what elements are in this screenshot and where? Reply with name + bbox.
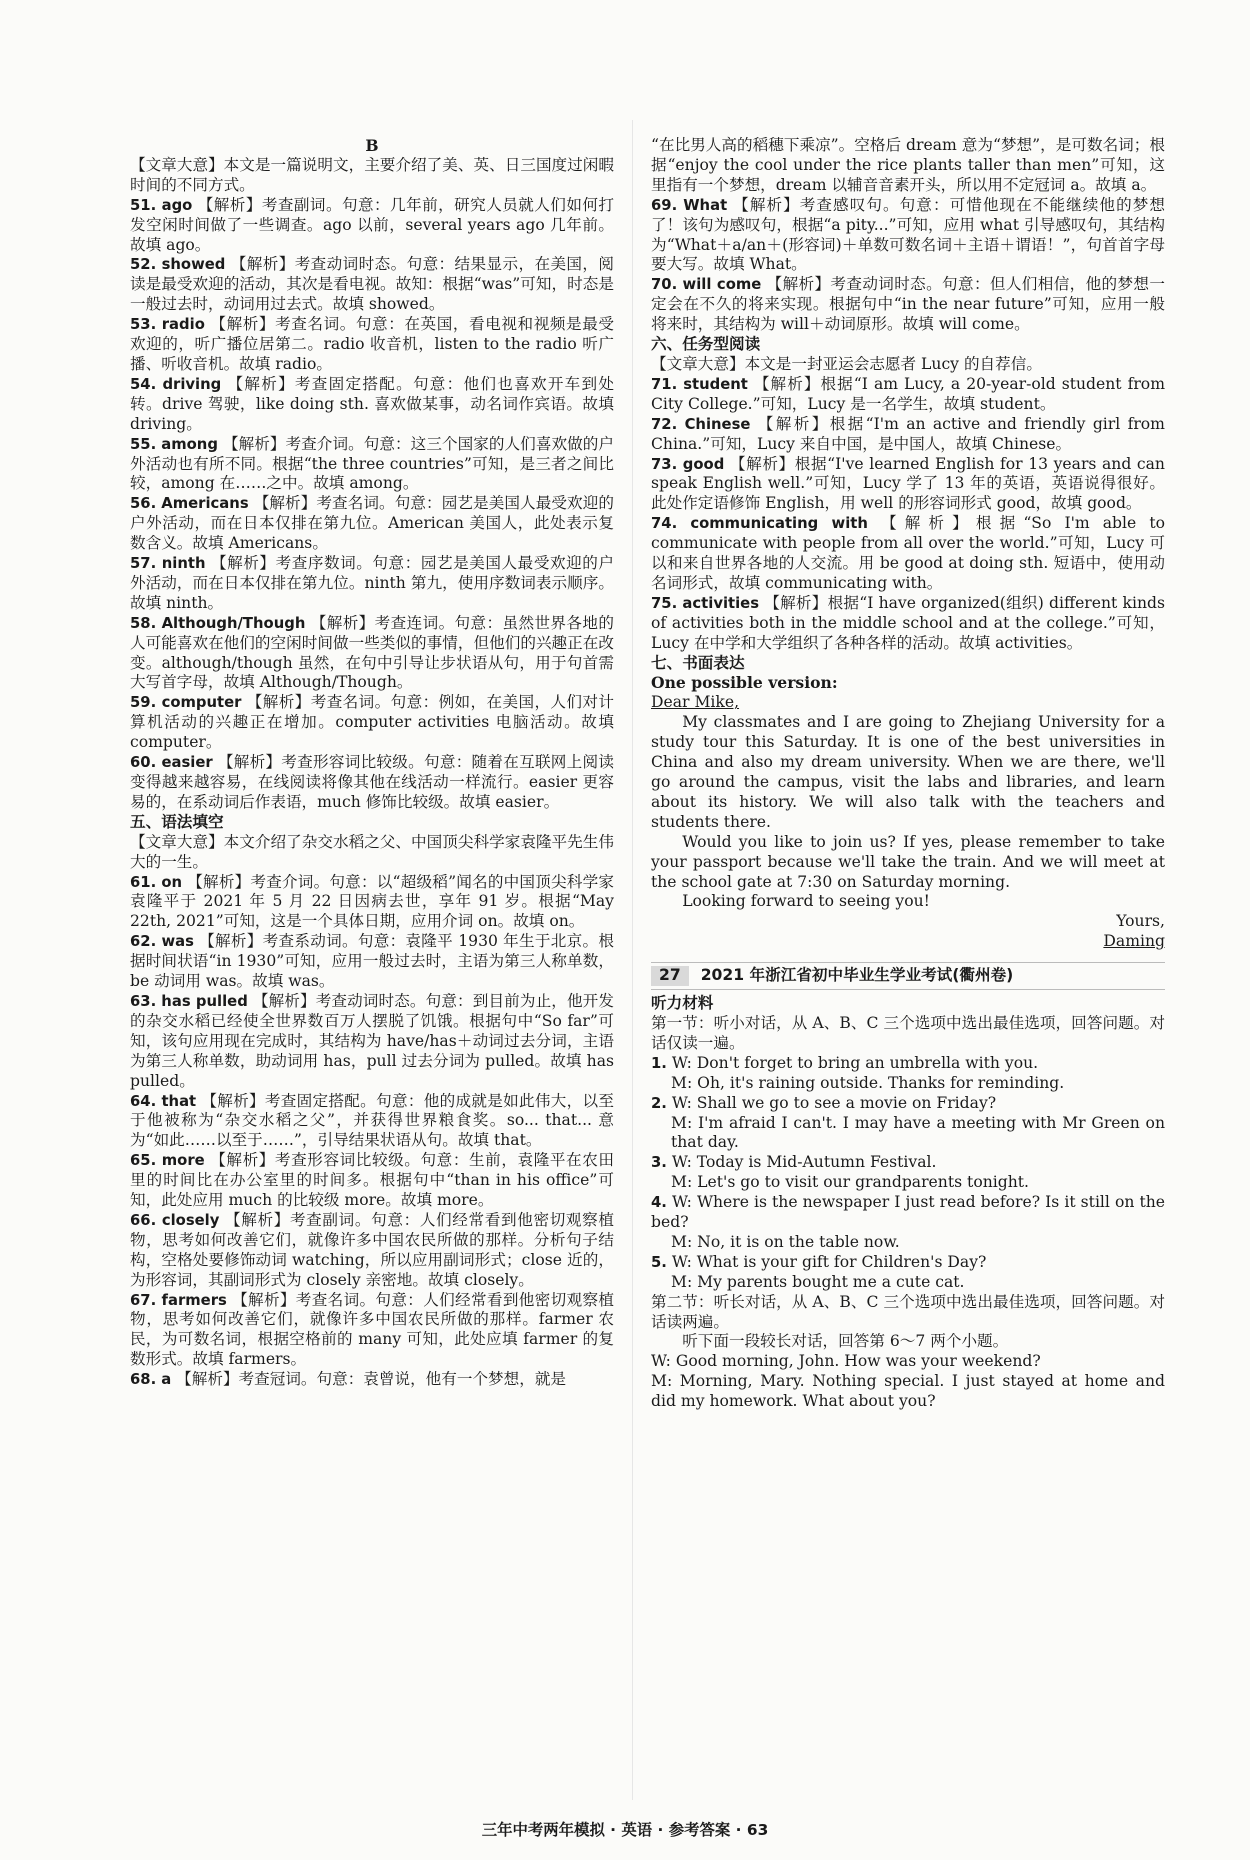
item-explanation: 【解析】考查副词。句意：人们经常看到他密切观察植物，思考如何改善它们，就像许多中国农民所做的那样。分析句子结构，空格处要修饰动词 watching，所以应用副词形式；close 近的，为形容词，其副词形式为 closely 亲密地。故填 closely。 — [130, 1210, 614, 1289]
item-answer: a — [161, 1371, 172, 1389]
indented-paragraph: 听下面一段较长对话，回答第 6～7 两个小题。 — [682, 1332, 1009, 1351]
letter-greeting: Dear Mike, — [651, 693, 740, 712]
item-answer: radio — [161, 316, 205, 334]
item-answer: What — [683, 196, 728, 214]
item-answer: Americans — [161, 495, 249, 513]
page-footer: 三年中考两年模拟 · 英语 · 参考答案 · 63 — [481, 1821, 769, 1839]
answer-item — [130, 693, 614, 753]
item-explanation: 【解析】考查形容词比较级。句意：生前，袁隆平在农田里的时间比在办公室里的时间多。根据句中“than in his office”可知，此处应用 much 的比较级 more。故填 more。 — [130, 1151, 614, 1210]
section-heading: 听力材料 — [651, 994, 714, 1013]
answer-item — [130, 315, 614, 375]
item-answer: that — [161, 1092, 197, 1110]
item-answer: on — [161, 873, 183, 891]
item-answer: has pulled — [161, 992, 248, 1010]
exam-section-header — [651, 962, 1165, 990]
item-explanation: 【解析】考查形容词比较级。句意：随着在互联网上阅读变得越来越容易，在线阅读将像其他在线活动一样流行。easier 更容易的，在系动词后作表语，much 修饰比较级。故填 easier。 — [130, 753, 614, 811]
answer-item — [651, 1094, 1165, 1114]
dialogue-line: M: Let's go to visit our grandparents tonight. — [671, 1173, 1029, 1192]
item-answer: among — [161, 435, 218, 453]
item-explanation: 【解析】根据“So I'm able to communicate with people from all over the world.”可知，Lucy 可以和来自世界各地的人交流。用 be good at doing sth. 短语中，使用动名词形式，故填 communicating with。 — [651, 514, 1165, 592]
item-number: 57. — [130, 555, 157, 573]
item-explanation: 【解析】考查动词时态。句意：到目前为止，他开发的杂交水稻已经使全世界数百万人摆脱了饥饿。根据句中“So far”可知，该句应用现在完成时，其结构为 have/has＋动词过去分词，主语为第三人称单数，助动词用 has，pull 过去分词为 pulled。故填 has pulled。 — [130, 991, 614, 1090]
paragraph: “在比男人高的稻穗下乘凉”。空格后 dream 意为“梦想”，是可数名词；根据“enjoy the cool under the rice plants taller than men”可知，这里指有一个梦想，dream 以辅音音素开头，所以用不定冠词 a。故填 a。 — [651, 136, 1165, 194]
item-number: 54. — [130, 375, 157, 393]
item-explanation: 【解析】考查固定搭配。句意：他的成就是如此伟大，以至于他被称为“杂交水稻之父”，并获得世界粮食奖。so... that... 意为“如此……以至于……”，引导结果状语从句。故填 that。 — [130, 1091, 614, 1150]
item-answer: ninth — [161, 555, 206, 573]
answer-item — [130, 753, 614, 813]
item-explanation: 【解析】根据“I am Lucy, a 20-year-old student from City College.”可知，Lucy 是一名学生，故填 student。 — [651, 374, 1165, 413]
answer-item — [130, 1370, 614, 1390]
item-number: 59. — [130, 694, 157, 712]
item-number: 5. — [651, 1253, 667, 1271]
item-answer: showed — [161, 256, 226, 274]
item-number: 63. — [130, 992, 157, 1010]
item-explanation: 【解析】考查名词。句意：人们经常看到他密切观察植物，思考如何改善它们，就像许多中国农民所做的那样。farmer 农民，为可数名词，根据空格前的 many 可知，此处应填 farmer 的复数形式。故填 farmers。 — [130, 1290, 614, 1369]
item-answer: good — [682, 455, 725, 473]
answer-item — [130, 992, 614, 1092]
item-number: 55. — [130, 435, 157, 453]
item-explanation: W: Today is Mid-Autumn Festival. — [671, 1153, 937, 1172]
item-explanation: 【解析】考查介词。句意：以“超级稻”闻名的中国顶尖科学家袁隆平于 2021 年 5 月 22 日因病去世，享年 91 岁。根据“May 22th, 2021”可知，这是一个具体日期，应用介词 on。故填 on。 — [130, 872, 614, 931]
version-label: One possible version: — [651, 673, 838, 693]
item-explanation: W: Where is the newspaper I just read before? Is it still on the bed? — [651, 1193, 1165, 1232]
item-number: 4. — [651, 1194, 667, 1212]
answer-item — [651, 275, 1165, 335]
right-column — [651, 136, 1165, 1412]
paragraph: 【文章大意】本文介绍了杂交水稻之父、中国顶尖科学家袁隆平先生伟大的一生。 — [130, 832, 614, 871]
item-explanation: 【解析】考查动词时态。句意：但人们相信，他的梦想一定会在不久的将来实现。根据句中“in the near future”可知，应用一般将来时，其结构为 will＋动词原形。故填 will come。 — [651, 275, 1165, 334]
item-answer: easier — [161, 754, 213, 772]
item-number: 67. — [130, 1291, 157, 1309]
item-answer: ago — [161, 196, 193, 214]
paragraph: W: Good morning, John. How was your weekend? — [651, 1352, 1041, 1371]
item-answer: activities — [682, 594, 760, 612]
answer-item — [651, 1193, 1165, 1233]
item-answer: was — [161, 933, 194, 951]
answer-item — [130, 494, 614, 554]
item-answer: will come — [682, 276, 762, 294]
item-explanation: 【解析】考查介词。句意：这三个国家的人们喜欢做的户外活动也有所不同。根据“the three countries”可知，是三者之间比较，among 在……之中。故填 among。 — [130, 434, 614, 493]
answer-item — [130, 554, 614, 614]
item-number: 66. — [130, 1211, 157, 1229]
answer-item — [130, 1092, 614, 1152]
answer-item — [130, 255, 614, 315]
item-number: 3. — [651, 1154, 667, 1172]
answer-item — [130, 1291, 614, 1371]
item-explanation: 【解析】考查名词。句意：在英国，看电视和视频是最受欢迎的，听广播位居第二。radio 收音机，listen to the radio 听广播、听收音机。故填 radio。 — [130, 315, 614, 373]
answer-item — [130, 1211, 614, 1291]
section-title: B — [365, 136, 379, 155]
paragraph: 第二节：听长对话，从 A、B、C 三个选项中选出最佳选项，回答问题。对话读两遍。 — [651, 1292, 1165, 1331]
item-explanation: 【解析】考查固定搭配。句意：他们也喜欢开车到处转。drive 驾驶，like doing sth. 喜欢做某事，动名词作宾语。故填 driving。 — [130, 374, 614, 433]
answer-item — [130, 196, 614, 256]
answer-item — [651, 1253, 1165, 1273]
answer-item — [130, 1151, 614, 1211]
item-explanation: 【解析】考查冠词。句意：袁曾说，他有一个梦想，就是 — [176, 1370, 567, 1389]
item-answer: Chinese — [684, 415, 751, 433]
answer-item — [651, 375, 1165, 415]
item-number: 56. — [130, 495, 157, 513]
exam-number: 27 — [651, 966, 689, 986]
exam-title: 2021 年浙江省初中毕业生学业考试(衢州卷) — [700, 966, 1014, 985]
item-explanation: W: Shall we go to see a movie on Friday? — [671, 1093, 997, 1112]
section-heading: 五、语法填空 — [130, 812, 224, 831]
answer-item — [130, 435, 614, 495]
section-heading: 六、任务型阅读 — [651, 335, 761, 354]
item-explanation: 【解析】考查序数词。句意：园艺是美国人最受欢迎的户外活动，而在日本仅排在第九位。ninth 第九，使用序数词表示顺序。故填 ninth。 — [130, 554, 614, 612]
item-number: 62. — [130, 933, 157, 951]
dialogue-line: M: Oh, it's raining outside. Thanks for reminding. — [671, 1073, 1065, 1092]
dialogue-line: M: No, it is on the table now. — [671, 1232, 900, 1251]
answer-item — [130, 932, 614, 992]
answer-item — [651, 1054, 1165, 1074]
item-number: 68. — [130, 1371, 157, 1389]
left-column — [130, 136, 614, 1390]
item-explanation: 【解析】考查名词。句意：例如，在美国，人们对计算机活动的兴趣正在增加。computer activities 电脑活动。故填 computer。 — [130, 693, 614, 752]
paragraph: 第一节：听小对话，从 A、B、C 三个选项中选出最佳选项，回答问题。对话仅读一遍。 — [651, 1013, 1165, 1052]
item-answer: Although/Though — [161, 614, 306, 632]
item-number: 61. — [130, 873, 157, 891]
indented-paragraph: Would you like to join us? If yes, please remember to take your passport because we'll take the train. And we will meet at the school gate at 7:30 on Saturday morning. — [651, 832, 1165, 891]
item-explanation: 【解析】根据“I have organized(组织) different kinds of activities both in the middle school and at the college.”可知，Lucy 在中学和大学组织了各种各样的活动。故填 activities。 — [651, 593, 1165, 652]
answer-item — [130, 873, 614, 933]
section-heading: 七、书面表达 — [651, 653, 745, 672]
dialogue-line: M: My parents bought me a cute cat. — [671, 1272, 965, 1291]
answer-item — [651, 514, 1165, 594]
answer-item — [651, 196, 1165, 276]
item-number: 52. — [130, 256, 157, 274]
item-number: 70. — [651, 276, 678, 294]
item-explanation: 【解析】考查系动词。句意：袁隆平 1930 年生于北京。根据时间状语“in 1930”可知，应用一般过去时，主语为第三人称单数，be 动词用 was。故填 was。 — [130, 932, 614, 991]
item-explanation: 【解析】考查名词。句意：园艺是美国人最受欢迎的户外活动，而在日本仅排在第九位。American 美国人，此处表示复数含义。故填 Americans。 — [130, 494, 614, 553]
item-explanation: 【解析】考查副词。句意：几年前，研究人员就人们如何打发空闲时间做了一些调查。ago 以前，several years ago 几年前。故填 ago。 — [130, 195, 614, 254]
item-explanation: W: What is your gift for Children's Day? — [671, 1252, 987, 1271]
item-number: 71. — [651, 375, 678, 393]
answer-item — [651, 415, 1165, 455]
item-answer: more — [161, 1152, 205, 1170]
item-number: 53. — [130, 316, 157, 334]
item-explanation: 【解析】根据“I'm an active and friendly girl from China.”可知，Lucy 来自中国，是中国人，故填 Chinese。 — [651, 414, 1165, 453]
answer-item — [651, 594, 1165, 654]
item-number: 1. — [651, 1054, 667, 1072]
letter-closing: Yours, — [1116, 912, 1165, 931]
letter-signature: Daming — [1103, 932, 1165, 951]
item-number: 72. — [651, 415, 678, 433]
item-number: 64. — [130, 1092, 157, 1110]
item-number: 2. — [651, 1094, 667, 1112]
item-answer: student — [683, 375, 748, 393]
item-answer: communicating with — [690, 515, 868, 533]
column-divider — [632, 120, 633, 1800]
indented-paragraph: Looking forward to seeing you! — [682, 892, 930, 911]
item-answer: farmers — [161, 1291, 227, 1309]
item-number: 58. — [130, 614, 157, 632]
item-number: 73. — [651, 455, 678, 473]
item-explanation: 【解析】考查动词时态。句意：结果显示，在美国，阅读是最受欢迎的活动，其次是看电视。故知：根据“was”可知，时态是一般过去时，动词用过去式。故填 showed。 — [130, 255, 614, 314]
dialogue-line: M: I'm afraid I can't. I may have a meeting with Mr Green on that day. — [671, 1113, 1165, 1152]
item-number: 65. — [130, 1152, 157, 1170]
item-explanation: 【解析】考查连词。句意：虽然世界各地的人可能喜欢在他们的空闲时间做一些类似的事情，但他们的兴趣正在改变。although/though 虽然，在句中引导让步状语从句，用于句首需大写首字母，故填 Although/Though。 — [130, 613, 614, 692]
item-number: 60. — [130, 754, 157, 772]
indented-paragraph: My classmates and I are going to Zhejiang University for a study tour this Saturday. It is one of the best universities in China and also my dream university. When we are there, we'll go around the campus, visit the labs and libraries, and learn about its history. We will also talk with the teachers and students there. — [651, 713, 1165, 831]
item-number: 69. — [651, 196, 678, 214]
answer-item — [130, 375, 614, 435]
paragraph: M: Morning, Mary. Nothing special. I just stayed at home and did my homework. What about you? — [651, 1372, 1165, 1411]
item-answer: computer — [161, 694, 242, 712]
item-number: 51. — [130, 196, 157, 214]
item-number: 75. — [651, 594, 678, 612]
answer-item — [130, 614, 614, 694]
paragraph: 【文章大意】本文是一篇说明文，主要介绍了美、英、日三国度过闲暇时间的不同方式。 — [130, 155, 614, 194]
item-explanation: 【解析】考查感叹句。句意：可惜他现在不能继续他的梦想了！该句为感叹句，根据“a pity...”可知，应用 what 引导感叹句，其结构为“What＋a/an＋(形容词)＋单数可数名词＋主语＋谓语！”，句首首字母要大写。故填 What。 — [651, 195, 1165, 274]
item-explanation: W: Don't forget to bring an umbrella with you. — [671, 1053, 1039, 1072]
item-answer: closely — [161, 1211, 220, 1229]
item-number: 74. — [651, 515, 678, 533]
item-answer: driving — [162, 375, 222, 393]
paragraph: 【文章大意】本文是一封亚运会志愿者 Lucy 的自荐信。 — [651, 354, 1042, 373]
answer-item — [651, 1153, 1165, 1173]
answer-item — [651, 455, 1165, 515]
item-explanation: 【解析】根据“I've learned English for 13 years and can speak English well.”可知，Lucy 学了 13 年的英语，英语说得很好。此处作定语修饰 English，用 well 的形容词形式 good，故填 good。 — [651, 454, 1165, 513]
